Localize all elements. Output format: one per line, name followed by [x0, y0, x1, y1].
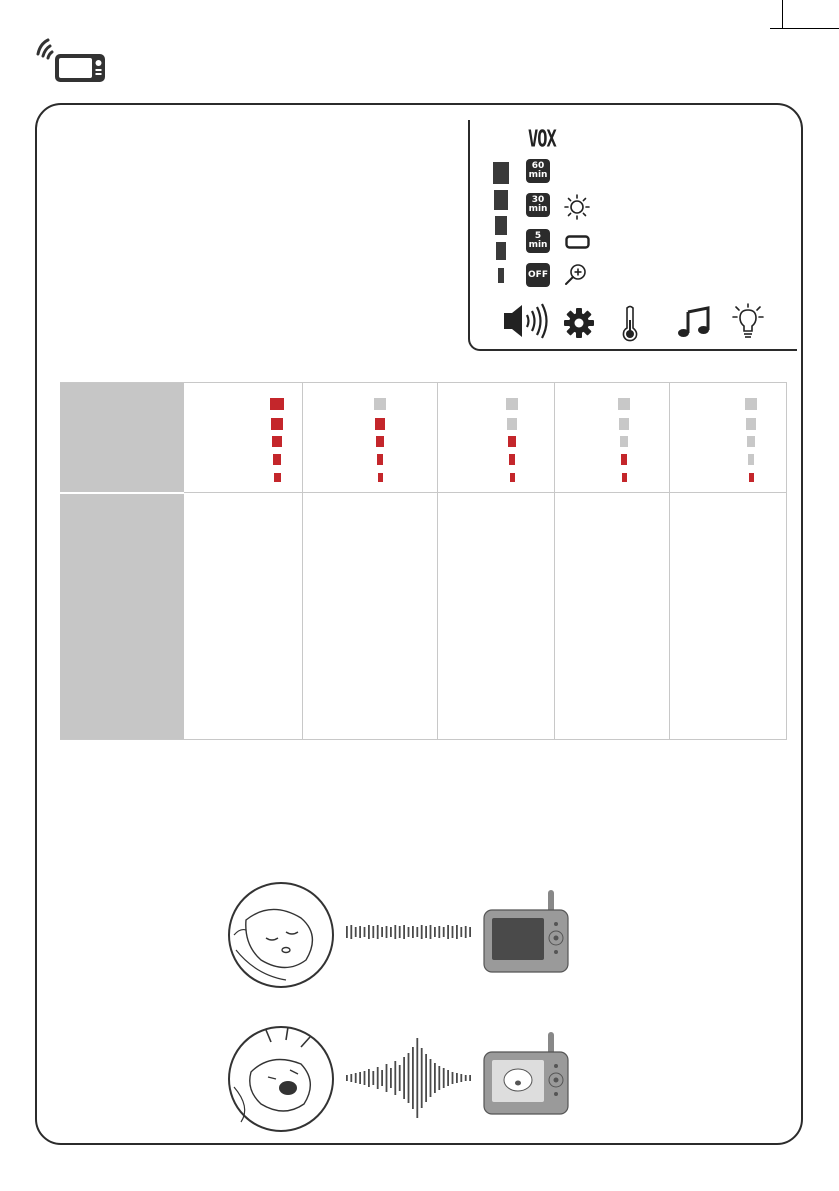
waveform-bar — [372, 1071, 374, 1085]
waveform-bar — [350, 1074, 352, 1082]
table-column-divider — [669, 382, 670, 740]
zoom-icon — [563, 262, 589, 286]
waveform-bar — [346, 1075, 348, 1081]
waveform-bar — [359, 1072, 361, 1084]
waveform-bar — [408, 927, 410, 937]
waveform-bar — [368, 925, 370, 939]
level-segment-active — [272, 436, 282, 447]
waveform-bar — [456, 925, 458, 939]
level-segment-inactive — [620, 436, 628, 447]
waveform-bar — [364, 927, 366, 937]
waveform-bar — [434, 927, 436, 937]
level-segment-active — [376, 436, 384, 447]
level-segment-active — [377, 454, 383, 465]
waveform-bar — [403, 925, 405, 939]
waveform-bar — [416, 1038, 418, 1118]
timer-5-min-badge: 5 min — [526, 229, 550, 253]
vox-label: VOX — [528, 126, 556, 153]
table-bottom-border — [60, 739, 787, 740]
waveform-bar — [403, 1057, 405, 1099]
waveform-bar — [425, 926, 427, 938]
waveform-bar — [425, 1054, 427, 1102]
waveform-bar — [460, 927, 462, 937]
waveform-bar — [469, 1075, 471, 1081]
level-bar-1 — [498, 268, 504, 283]
waveform-bar — [412, 1047, 414, 1109]
level-segment-active — [375, 418, 385, 430]
waveform-bar — [355, 927, 357, 937]
table-row-divider — [184, 492, 787, 493]
level-segment-active — [509, 454, 515, 465]
monitor-wireless-icon — [30, 34, 110, 84]
waveform-bar — [465, 1075, 467, 1081]
loud-waveform — [346, 1038, 471, 1118]
battery-icon — [565, 235, 591, 249]
sensitivity-level-table — [60, 382, 787, 740]
waveform-bar — [399, 926, 401, 938]
timer-30-min-badge: 30 min — [526, 193, 550, 217]
settings-icon — [563, 307, 595, 339]
level-bar-4 — [494, 190, 508, 210]
level-segment-inactive — [747, 436, 755, 447]
waveform-bar — [355, 1073, 357, 1083]
waveform-bar — [421, 925, 423, 939]
level-segment-inactive — [619, 418, 629, 430]
waveform-bar — [438, 1066, 440, 1090]
waveform-bar — [390, 927, 392, 937]
table-column-divider — [437, 382, 438, 740]
level-bar-2 — [496, 242, 506, 260]
music-icon — [677, 306, 711, 338]
level-segment-inactive — [748, 454, 754, 465]
waveform-bar — [412, 926, 414, 938]
level-segment-active — [270, 398, 284, 410]
waveform-bar — [456, 1073, 458, 1083]
waveform-bar — [430, 925, 432, 939]
waveform-bar — [381, 1070, 383, 1086]
thermometer-icon — [620, 304, 640, 342]
waveform-bar — [394, 1061, 396, 1095]
waveform-bar — [443, 927, 445, 937]
level-segment-active — [378, 473, 383, 482]
level-segment-active — [271, 418, 283, 430]
waveform-bar — [452, 1072, 454, 1084]
level-segment-active — [749, 473, 754, 482]
waveform-bar — [390, 1068, 392, 1088]
table-column-divider — [554, 382, 555, 740]
crop-mark-vertical — [782, 0, 783, 28]
waveform-bar — [438, 926, 440, 938]
waveform-bar — [434, 1063, 436, 1093]
level-segment-active — [510, 473, 515, 482]
level-segment-active — [622, 473, 627, 482]
level-segment-inactive — [618, 398, 630, 410]
night-light-icon — [730, 303, 766, 341]
waveform-bar — [368, 1069, 370, 1087]
waveform-bar — [443, 1068, 445, 1088]
waveform-bar — [377, 925, 379, 939]
table-header-column — [60, 382, 184, 740]
waveform-bar — [469, 927, 471, 937]
waveform-bar — [394, 925, 396, 939]
level-bar-3 — [495, 216, 507, 235]
level-segment-inactive — [746, 418, 756, 430]
waveform-bar — [460, 1074, 462, 1082]
waveform-bar — [377, 1067, 379, 1089]
waveform-bar — [408, 1053, 410, 1103]
waveform-bar — [421, 1048, 423, 1108]
waveform-bar — [381, 927, 383, 937]
level-segment-active — [274, 473, 281, 482]
waveform-bar — [452, 926, 454, 938]
baby-crying-loud-illustration — [226, 1022, 576, 1137]
waveform-bar — [430, 1059, 432, 1097]
level-segment-inactive — [374, 398, 386, 410]
table-top-border — [60, 382, 787, 383]
waveform-bar — [372, 926, 374, 938]
table-column-divider — [302, 382, 303, 740]
waveform-bar — [399, 1065, 401, 1091]
speaker-volume-icon — [500, 303, 552, 339]
level-segment-inactive — [506, 398, 518, 410]
level-segment-active — [621, 454, 627, 465]
brightness-icon — [563, 193, 591, 221]
level-segment-inactive — [745, 398, 757, 410]
baby-sleeping-quiet-illustration — [226, 880, 576, 995]
waveform-bar — [447, 1070, 449, 1086]
table-column-divider — [786, 382, 787, 740]
waveform-bar — [364, 1071, 366, 1085]
level-segment-active — [508, 436, 516, 447]
waveform-bar — [346, 926, 348, 938]
quiet-waveform — [346, 925, 471, 939]
level-bar-5 — [493, 162, 509, 184]
level-segment-inactive — [507, 418, 517, 430]
level-segment-active — [273, 454, 281, 465]
crop-mark-horizontal — [770, 28, 839, 29]
waveform-bar — [359, 926, 361, 938]
waveform-bar — [350, 925, 352, 939]
waveform-bar — [416, 927, 418, 937]
timer-60-min-badge: 60 min — [526, 159, 550, 183]
waveform-bar — [386, 1064, 388, 1092]
waveform-bar — [447, 925, 449, 939]
timer-off-badge: OFF — [526, 263, 550, 287]
waveform-bar — [386, 926, 388, 938]
waveform-bar — [465, 926, 467, 938]
